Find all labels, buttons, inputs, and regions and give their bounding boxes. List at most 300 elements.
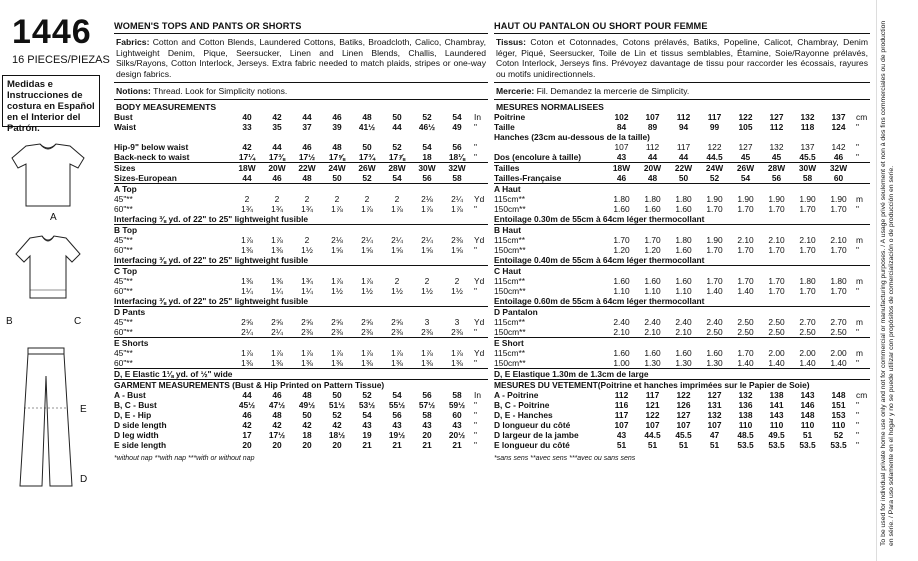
size-value (792, 225, 823, 236)
size-value: 99 (709, 122, 720, 132)
size-value (668, 307, 699, 318)
size-value: 44 (392, 122, 402, 132)
size-value: 52 (392, 142, 402, 152)
size-value (412, 338, 442, 349)
size-value: 54 (362, 410, 372, 420)
size-value: 44 (302, 112, 312, 122)
size-value: 1.60 (675, 245, 692, 255)
size-value: 48 (272, 410, 282, 420)
size-value: 26W (352, 163, 382, 174)
measure-row (494, 184, 870, 195)
size-value: 2⅜ (301, 327, 313, 337)
unit: cm (856, 390, 868, 400)
unit (854, 173, 870, 184)
size-value: 137 (831, 112, 846, 122)
measure-row (494, 173, 870, 184)
size-value: 1⅞ (361, 348, 373, 358)
size-value: 107 (614, 420, 629, 430)
size-value (352, 338, 382, 349)
measure-row (494, 152, 870, 163)
size-value: 1¾ (301, 276, 313, 286)
english-notions (114, 83, 488, 100)
size-value: 2⅛ (421, 194, 433, 204)
unit: " (856, 152, 859, 162)
size-value: 21 (422, 440, 432, 450)
size-value (606, 225, 637, 236)
sketch-bc-top (8, 232, 88, 304)
size-value (730, 266, 761, 277)
size-value: 1⅞ (241, 348, 253, 358)
size-value: 2⅜ (361, 327, 373, 337)
english-footnote: *without nap **with nap ***with or without nap (114, 455, 255, 462)
size-value: 126 (676, 400, 691, 410)
size-value: 26W (730, 163, 761, 174)
size-value: 1½ (301, 245, 313, 255)
size-value: 2.10 (737, 235, 754, 245)
french-notions (494, 83, 870, 100)
size-value (292, 184, 322, 195)
size-value (761, 184, 792, 195)
row-label: Back-neck to waist (114, 152, 190, 162)
size-value: 1⅜ (241, 358, 253, 368)
size-value: 3 (424, 317, 430, 327)
row-label: Hip-9" below waist (114, 142, 189, 152)
size-value: 107 (676, 420, 691, 430)
row-label: Taille (494, 122, 515, 132)
tissus-label: Tissus: (496, 37, 526, 47)
unit: " (856, 142, 859, 152)
size-value: 35 (272, 122, 282, 132)
unit: " (474, 286, 477, 296)
size-value (823, 266, 854, 277)
unit (472, 184, 488, 195)
size-value: 2.70 (830, 317, 847, 327)
unit (854, 163, 870, 174)
measure-row (494, 255, 870, 266)
size-value: 51 (709, 440, 720, 450)
size-value: 1.30 (675, 358, 692, 368)
size-value (637, 184, 668, 195)
size-value: 110 (800, 420, 815, 430)
size-value: 121 (645, 400, 660, 410)
size-value: 1.10 (613, 286, 630, 296)
measure-row (114, 266, 488, 277)
size-value: 50 (678, 173, 689, 183)
size-value: 1⅞ (271, 348, 283, 358)
size-value: 17½ (298, 152, 316, 162)
size-value: 118 (800, 122, 815, 132)
size-value: 1.70 (706, 245, 723, 255)
size-value: 2.10 (644, 327, 661, 337)
measure-row (114, 430, 488, 440)
size-value: 112 (676, 112, 691, 122)
size-value: 117 (707, 112, 722, 122)
size-value: 2 (244, 194, 250, 204)
measure-row (494, 317, 870, 327)
row-label: Waist (114, 122, 137, 132)
row-label: 45"** (114, 317, 133, 327)
measure-row (114, 348, 488, 358)
size-value (761, 266, 792, 277)
size-value: 50 (362, 142, 372, 152)
size-value: 42 (272, 112, 282, 122)
size-value: 2⅜ (421, 327, 433, 337)
measure-row (114, 317, 488, 327)
size-value: 138 (769, 390, 784, 400)
measure-row (494, 204, 870, 214)
row-label: 45"** (114, 194, 133, 204)
size-value: 45 (771, 152, 782, 162)
size-value: 43 (616, 152, 627, 162)
size-value: 2.50 (737, 327, 754, 337)
size-value (606, 307, 637, 318)
row-label: A - Bust (114, 390, 146, 400)
size-value: 47 (709, 430, 720, 440)
size-value: 136 (738, 400, 753, 410)
size-value (292, 307, 322, 318)
measure-row (494, 163, 870, 174)
unit: " (474, 122, 477, 132)
size-value: 46 (272, 173, 282, 183)
unit (854, 338, 870, 349)
size-value: 2.50 (737, 317, 754, 327)
size-value: 1½ (421, 286, 433, 296)
size-value: 47½ (268, 400, 286, 410)
row-label: A Top (114, 184, 232, 195)
row-label: Bust (114, 112, 133, 122)
size-value: 2 (454, 276, 460, 286)
size-value: 1⅜ (271, 276, 283, 286)
size-value: 1⅞ (361, 204, 373, 214)
size-value: 127 (676, 410, 691, 420)
size-value: 33 (242, 122, 252, 132)
size-value: 127 (769, 112, 784, 122)
usage-notice-text: To be used for individual private home use only and not for commercial or manufacturing purposes. / A usage privé seulement et non à des fins commerciales ou de production en série. / Para uso solamente en el hogar y no se puede utilizar con propósitos de comercialización o de producción en serie. (880, 20, 896, 546)
size-value (232, 184, 262, 195)
size-value: 1.80 (613, 194, 630, 204)
pattern-number: 1446 (12, 13, 92, 51)
size-value: 2.10 (768, 235, 785, 245)
size-value: 2 (304, 194, 310, 204)
measure-row (114, 307, 488, 318)
row-label: 60"** (114, 204, 133, 214)
size-value: 44 (678, 152, 689, 162)
size-value: 1⅜ (361, 358, 373, 368)
measure-row (114, 276, 488, 286)
size-value (352, 225, 382, 236)
size-value: 1.10 (644, 286, 661, 296)
size-value: 1.60 (675, 276, 692, 286)
size-value: 1⅞ (421, 204, 433, 214)
size-value (699, 338, 730, 349)
size-value: 41½ (358, 122, 376, 132)
unit: " (856, 204, 859, 214)
measure-row (494, 338, 870, 349)
size-value: 1.70 (768, 276, 785, 286)
size-value: 1.70 (830, 245, 847, 255)
row-label: B, C - Poitrine (494, 400, 550, 410)
measure-row (114, 390, 488, 400)
row-label: Sizes (114, 163, 232, 174)
size-value: 20W (262, 163, 292, 174)
size-value: 1⅝ (331, 245, 343, 255)
size-value: 22W (292, 163, 322, 174)
unit: Yd (474, 348, 485, 358)
size-value (761, 307, 792, 318)
size-value: 143 (800, 390, 815, 400)
row-label: 150cm** (494, 245, 526, 255)
size-value (262, 225, 292, 236)
row-label: MESURES DU VETEMENT(Poitrine et hanches imprimées sur le Papier de Soie) (494, 380, 870, 391)
size-value: 49½ (298, 400, 316, 410)
size-value (699, 184, 730, 195)
size-value: 57½ (418, 400, 436, 410)
size-value: 2.00 (768, 348, 785, 358)
size-value: 44.5 (644, 430, 661, 440)
size-value: 60 (452, 410, 462, 420)
measure-row (114, 152, 488, 163)
row-label: Hanches (23cm au-dessous de la taille) (494, 132, 650, 142)
row-label: 115cm** (494, 348, 526, 358)
size-value: 45.5 (799, 152, 816, 162)
size-value: 138 (738, 410, 753, 420)
size-value: 116 (614, 400, 629, 410)
size-value: 148 (831, 390, 846, 400)
unit: " (856, 245, 859, 255)
unit (472, 307, 488, 318)
size-value: 43 (392, 420, 402, 430)
size-value: 54 (740, 173, 751, 183)
size-value: 105 (738, 122, 753, 132)
size-value: 2 (394, 194, 400, 204)
size-value: 1.70 (799, 204, 816, 214)
size-value (823, 307, 854, 318)
row-label: D Pants (114, 307, 232, 318)
row-label: A Haut (494, 184, 606, 195)
row-label: Dos (encolure à taille) (494, 152, 582, 162)
size-value: 42 (272, 420, 282, 430)
size-value (823, 225, 854, 236)
size-value: 37 (302, 122, 312, 132)
measure-row (114, 420, 488, 430)
size-value: 132 (707, 410, 722, 420)
size-value: 20 (302, 440, 312, 450)
row-label: Poitrine (494, 112, 526, 122)
size-value: 127 (707, 390, 722, 400)
measure-row (494, 214, 870, 225)
unit: " (474, 430, 477, 440)
size-value: 52 (422, 112, 432, 122)
size-value: 17½ (268, 430, 286, 440)
size-value: 1.90 (830, 194, 847, 204)
size-value (232, 266, 262, 277)
size-value: 2¼ (391, 235, 403, 245)
size-value: 52 (833, 430, 844, 440)
size-value (232, 307, 262, 318)
size-value: 1.70 (768, 204, 785, 214)
row-label: Entoilage 0.30m de 55cm à 64cm léger thermocollant (494, 214, 705, 224)
size-value (637, 225, 668, 236)
unit (854, 307, 870, 318)
unit (854, 184, 870, 195)
unit: " (474, 245, 477, 255)
size-value: 18 (422, 152, 432, 162)
size-value (292, 266, 322, 277)
unit: " (474, 327, 477, 337)
unit: " (474, 440, 477, 450)
size-value: 1.70 (737, 204, 754, 214)
size-value (352, 266, 382, 277)
size-value: 18⅛ (448, 152, 466, 162)
measure-row (494, 390, 870, 400)
size-value: 2¼ (451, 194, 463, 204)
size-value: 1⅞ (331, 204, 343, 214)
size-value: 1.80 (675, 194, 692, 204)
size-value (352, 184, 382, 195)
size-value (262, 184, 292, 195)
size-value: 112 (769, 122, 784, 132)
size-value: 2⅝ (271, 317, 283, 327)
size-value: 19½ (388, 430, 406, 440)
size-value (382, 307, 412, 318)
size-value: 122 (645, 410, 660, 420)
size-value (412, 184, 442, 195)
size-value: 1⅞ (331, 348, 343, 358)
size-value: 1.40 (737, 286, 754, 296)
size-value: 42 (302, 420, 312, 430)
size-value: 54 (392, 390, 402, 400)
size-value (442, 338, 472, 349)
size-value: 107 (614, 142, 629, 152)
measure-row (114, 286, 488, 296)
size-value: 51 (647, 440, 658, 450)
notions-label: Notions: (116, 86, 151, 96)
measure-row (494, 235, 870, 245)
size-value (668, 225, 699, 236)
size-value (792, 338, 823, 349)
size-value: 18½ (328, 430, 346, 440)
size-value: 1.70 (613, 235, 630, 245)
size-value: 24W (699, 163, 730, 174)
measure-row (494, 307, 870, 318)
measure-row (114, 163, 488, 174)
size-value: 1½ (391, 286, 403, 296)
size-value: 17⅝ (328, 152, 346, 162)
row-label: 115cm** (494, 317, 526, 327)
measure-row (114, 142, 488, 152)
measure-row (114, 204, 488, 214)
size-value: 117 (614, 410, 629, 420)
size-value (637, 338, 668, 349)
unit: Yd (474, 235, 485, 245)
size-value: 2.10 (799, 235, 816, 245)
size-value: 117 (645, 390, 660, 400)
size-value: 132 (738, 390, 753, 400)
row-label: 60"** (114, 358, 133, 368)
size-value: 1⅞ (301, 348, 313, 358)
size-value: 89 (647, 122, 658, 132)
size-value: 1⅝ (361, 245, 373, 255)
unit: cm (856, 112, 868, 122)
size-value: 110 (831, 420, 846, 430)
size-value: 132 (769, 142, 784, 152)
size-value: 2.10 (830, 235, 847, 245)
size-value: 2 (304, 235, 310, 245)
size-value: 1¾ (271, 204, 283, 214)
row-label: Tailles (494, 163, 606, 174)
size-value: 48 (332, 142, 342, 152)
unit: m (856, 235, 863, 245)
size-value (292, 338, 322, 349)
size-value: 18 (302, 430, 312, 440)
size-value: 1.40 (768, 358, 785, 368)
size-value: 1⅝ (421, 245, 433, 255)
size-value (412, 225, 442, 236)
size-value: 1⅞ (331, 276, 343, 286)
size-value: 1⅜ (241, 245, 253, 255)
size-value: 50 (332, 173, 342, 183)
size-value: 1⅜ (271, 358, 283, 368)
size-value: 2⅝ (331, 317, 343, 327)
size-value: 20 (422, 430, 432, 440)
size-value: 1.70 (799, 245, 816, 255)
size-value: 52 (362, 390, 372, 400)
size-value (322, 338, 352, 349)
size-value: 43 (362, 420, 372, 430)
measure-row (114, 380, 488, 391)
size-value: 46 (272, 390, 282, 400)
unit: " (474, 400, 477, 410)
size-value (792, 266, 823, 277)
size-value: 1.70 (737, 348, 754, 358)
size-value: 32W (442, 163, 472, 174)
size-value: 53.5 (799, 440, 816, 450)
unit (854, 266, 870, 277)
size-value: 18W (232, 163, 262, 174)
size-value: 2⅝ (241, 317, 253, 327)
row-label: E Short (494, 338, 606, 349)
size-value: 50 (392, 112, 402, 122)
size-value: 52 (709, 173, 720, 183)
size-value: 2⅝ (301, 317, 313, 327)
size-value: 2.70 (799, 317, 816, 327)
unit: " (856, 410, 859, 420)
unit: " (856, 327, 859, 337)
size-value: 51 (802, 430, 813, 440)
size-value: 3 (454, 317, 460, 327)
size-value: 48.5 (737, 430, 754, 440)
unit: " (474, 204, 477, 214)
size-value: 39 (332, 122, 342, 132)
size-value (232, 225, 262, 236)
size-value: 21 (452, 440, 462, 450)
row-label: Entoilage 0.40m de 55cm à 64cm léger thermocollant (494, 255, 705, 265)
size-value: 148 (800, 410, 815, 420)
size-value: 1.90 (799, 194, 816, 204)
size-value: 127 (738, 142, 753, 152)
size-value: 28W (382, 163, 412, 174)
size-value: 107 (707, 420, 722, 430)
size-value: 2¼ (271, 327, 283, 337)
size-value: 21 (392, 440, 402, 450)
size-value: 1.70 (830, 286, 847, 296)
measure-row (494, 266, 870, 277)
row-label: B Haut (494, 225, 606, 236)
size-value: 2⅝ (361, 317, 373, 327)
measure-row (494, 245, 870, 255)
measure-row (494, 410, 870, 420)
row-label: D Pantalon (494, 307, 606, 318)
